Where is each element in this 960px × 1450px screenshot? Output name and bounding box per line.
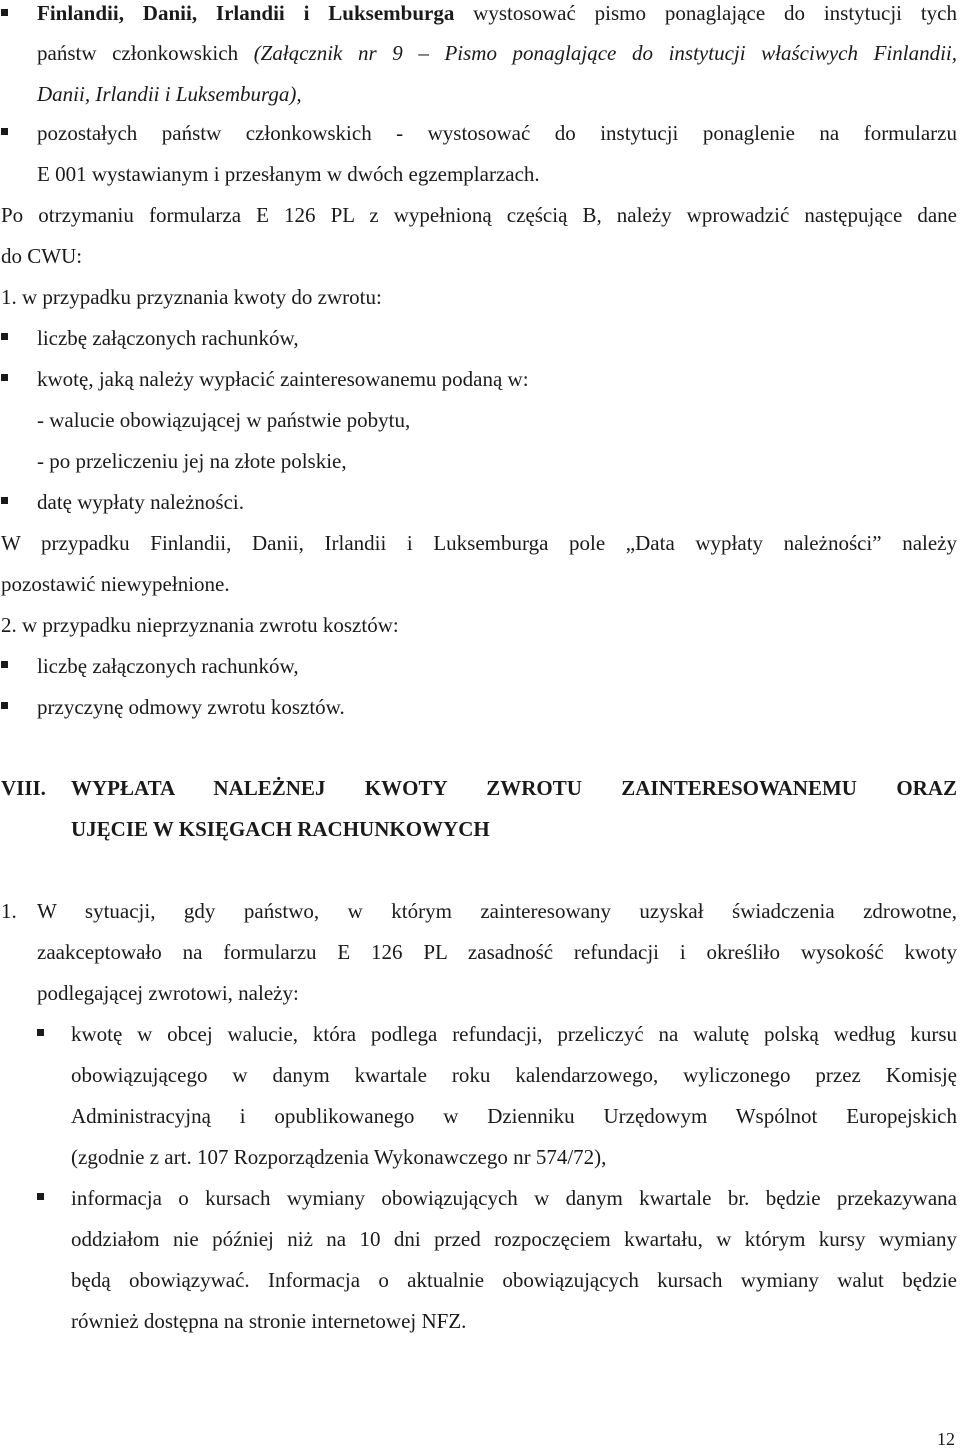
text-line: również dostępna na stronie internetowej NFZ. [71,1309,467,1333]
text-span: państw członkowskich [37,41,254,65]
annex-reference-cont: Danii, Irlandii i Luksemburga), [37,82,302,106]
list-item: przyczynę odmowy zwrotu kosztów. [37,695,345,719]
bullet-icon [37,1029,44,1036]
sub-item: - walucie obowiązującej w państwie pobytu, [37,408,411,432]
text-line [37,0,957,26]
list-item: liczbę załączonych rachunków, [37,654,299,678]
country-list-bold: Finlandii, Danii, Irlandii i Luksemburga [37,1,455,25]
section-title: WYPŁATA NALEŻNEJ KWOTY ZWROTU ZAINTERESOWANEMU ORAZ [71,776,957,800]
bullet-icon [1,702,8,709]
text-line: Po otrzymaniu formularza E 126 PL z wypełnioną częścią B, należy wprowadzić następujące dane [1,203,957,227]
list-heading: 1. w przypadku przyznania kwoty do zwrotu: [1,285,382,309]
text-line: W sytuacji, gdy państwo, w którym zainteresowany uzyskał świadczenia zdrowotne, [37,899,957,923]
page-number: 12 [937,1429,955,1449]
text-line: podlegającej zwrotowi, należy: [37,981,299,1005]
list-heading: 2. w przypadku nieprzyznania zwrotu kosztów: [1,613,399,637]
point-number: 1. [1,899,17,923]
text-line: pozostawić niewypełnione. [1,572,230,596]
text-line: obowiązującego w danym kwartale roku kalendarzowego, wyliczonego przez Komisję [71,1063,957,1087]
bullet-icon [1,128,8,135]
text-line: E 001 wystawianym i przesłanym w dwóch egzemplarzach. [37,162,540,186]
text-line: (zgodnie z art. 107 Rozporządzenia Wykonawczego nr 574/72), [71,1145,607,1169]
text-line: do CWU: [1,244,83,268]
section-number: VIII. [1,776,46,800]
text-span: wystosować pismo ponaglające do instytucji tych [454,1,957,25]
text-line: pozostałych państw członkowskich - wystosować do instytucji ponaglenie na formularzu [37,121,957,145]
bullet-icon [37,1193,44,1200]
list-item: liczbę załączonych rachunków, [37,326,299,350]
text-line: zaakceptowało na formularzu E 126 PL zasadność refundacji i określiło wysokość kwoty [37,940,957,964]
text-line: oddziałom nie później niż na 10 dni przed rozpoczęciem kwartału, w którym kursy wymiany [71,1227,957,1251]
bullet-icon [1,9,8,16]
list-item: datę wypłaty należności. [37,490,245,514]
text-line: informacja o kursach wymiany obowiązujących w danym kwartale br. będzie przekazywana [71,1186,957,1210]
annex-reference: (Załącznik nr 9 – Pismo ponaglające do instytucji właściwych Finlandii, [253,41,958,65]
bullet-icon [1,374,8,381]
bullet-icon [1,497,8,504]
section-title-cont: UJĘCIE W KSIĘGACH RACHUNKOWYCH [71,817,490,841]
text-line [37,40,957,66]
text-line: W przypadku Finlandii, Danii, Irlandii i Luksemburga pole „Data wypłaty należności” należy [1,531,957,555]
sub-item: - po przeliczeniu jej na złote polskie, [37,449,347,473]
bullet-icon [1,333,8,340]
text-line: będą obowiązywać. Informacja o aktualnie obowiązujących kursach wymiany walut będzie [71,1268,957,1292]
list-item: kwotę, jaką należy wypłacić zainteresowanemu podaną w: [37,367,529,391]
text-line: kwotę w obcej walucie, która podlega refundacji, przeliczyć na walutę polską według kursu [71,1022,957,1046]
text-line: Administracyjną i opublikowanego w Dzienniku Urzędowym Wspólnot Europejskich [71,1104,957,1128]
bullet-icon [1,661,8,668]
